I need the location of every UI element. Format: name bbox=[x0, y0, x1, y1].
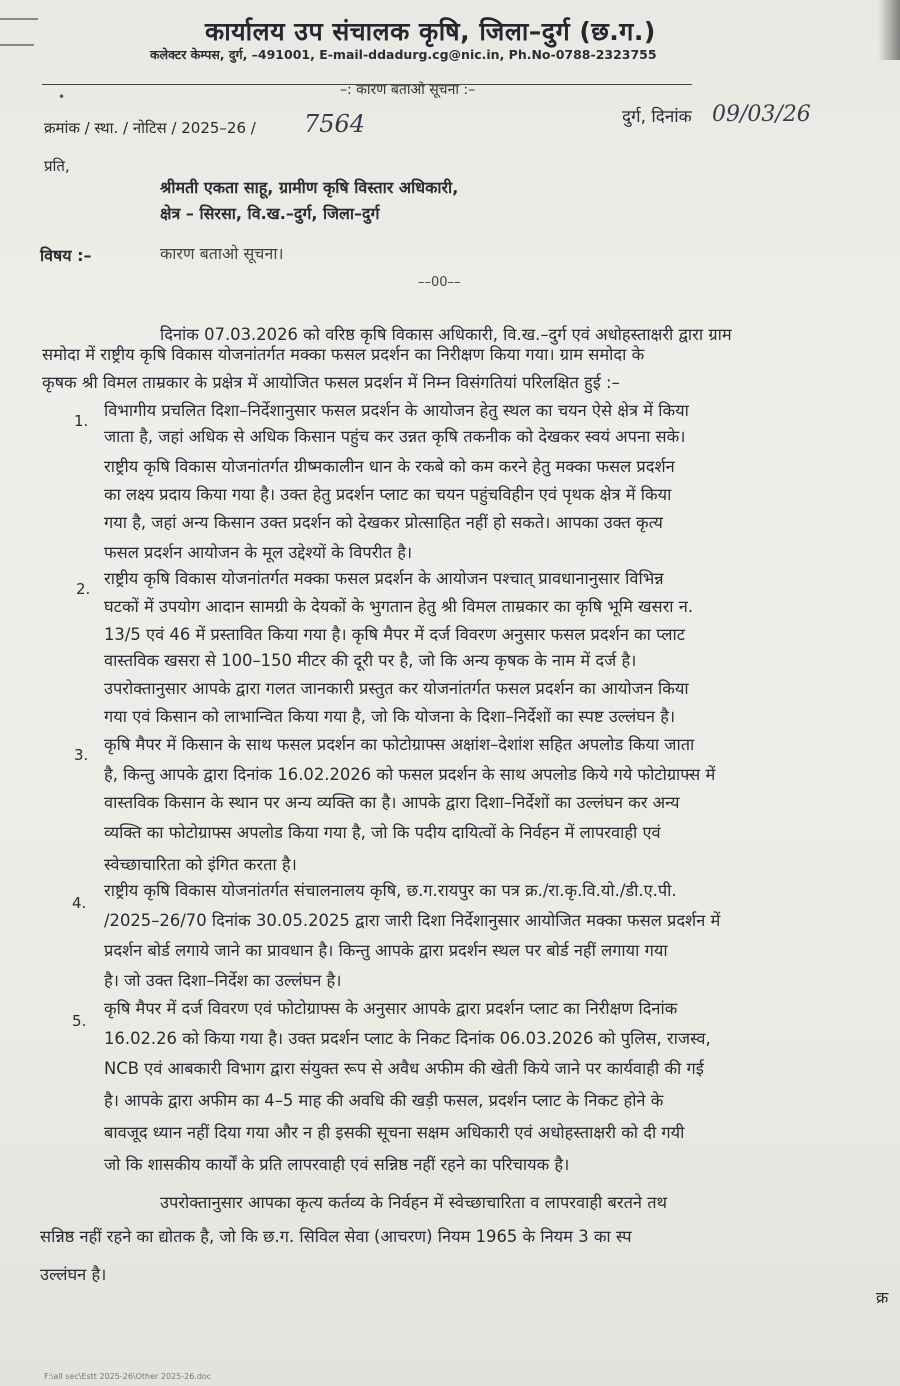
point-line: वास्तविक किसान के स्थान पर अन्य व्यक्ति का है। आपके द्वारा दिशा–निर्देशों का उल्लंघन कर अन्य bbox=[104, 793, 680, 812]
point-number: 4. bbox=[72, 894, 87, 912]
point-line: फसल प्रदर्शन आयोजन के मूल उद्देश्यों के विपरीत है। bbox=[104, 543, 413, 562]
point-line: राष्ट्रीय कृषि विकास योजनांतर्गत संचालनालय कृषि, छ.ग.रायपुर का पत्र क्र./रा.कृ.वि.यो./डी.ए.पी. bbox=[104, 881, 677, 900]
point-line: जाता है, जहां अधिक से अधिक किसान पहुंच कर उन्नत कृषि तकनीक को देखकर स्वयं अपना सके। bbox=[104, 427, 686, 446]
point-line: गया एवं किसान को लाभान्वित किया गया है, जो कि योजना के दिशा–निर्देशों का स्पष्ट उल्लंघन है। bbox=[104, 707, 676, 726]
notice-caption: –: कारण बताओ सूचना :– bbox=[340, 82, 476, 98]
point-line: प्रदर्शन बोर्ड लगाये जाने का प्रावधान है। किन्तु आपके द्वारा प्रदर्शन स्थल पर बोर्ड नहीं लगाया गया bbox=[104, 941, 668, 960]
reference-number: 7564 bbox=[304, 110, 366, 138]
point-line: बावजूद ध्यान नहीं दिया गया और न ही इसकी सूचना सक्षम अधिकारी एवं अधोहस्ताक्षरी को दी गयी bbox=[104, 1123, 685, 1142]
reference-label: क्रमांक / स्था. / नोटिस / 2025–26 / bbox=[44, 119, 256, 137]
point-line: राष्ट्रीय कृषि विकास योजनांतर्गत ग्रीष्मकालीन धान के रकबे को कम करने हेतु मक्का फसल प्रदर्शन bbox=[104, 457, 675, 476]
intro-line: दिनांक 07.03.2026 को वरिष्ठ कृषि विकास अधिकारी, वि.ख.–दुर्ग एवं अधोहस्ताक्षरी द्वारा ग्राम bbox=[160, 325, 732, 344]
point-line: है। आपके द्वारा अफीम का 4–5 माह की अवधि की खड़ी फसल, प्रदर्शन प्लाट के निकट होने के bbox=[104, 1091, 664, 1110]
point-line: जो कि शासकीय कार्यों के प्रति लापरवाही एवं सन्निष्ठ नहीं रहने का परिचायक है। bbox=[104, 1155, 570, 1174]
point-line: कृषि मैपर में दर्ज विवरण एवं फोटोग्राफ्स के अनुसार आपके द्वारा प्रदर्शन प्लाट का निरीक्षण दिनांक bbox=[104, 999, 678, 1018]
bullet-mark: • bbox=[58, 90, 66, 104]
intro-line: समोदा में राष्ट्रीय कृषि विकास योजनांतर्गत मक्का फसल प्रदर्शन का निरीक्षण किया गया। ग्राम समोदा के bbox=[42, 345, 645, 364]
point-line: राष्ट्रीय कृषि विकास योजनांतर्गत मक्का फसल प्रदर्शन के आयोजन पश्चात् प्रावधानानुसार विभिन्न bbox=[104, 569, 664, 588]
office-title: कार्यालय उप संचालक कृषि, जिला–दुर्ग (छ.ग.) bbox=[205, 17, 656, 46]
point-line: /2025–26/70 दिनांक 30.05.2025 द्वारा जारी दिशा निर्देशानुसार आयोजित मक्का फसल प्रदर्शन में bbox=[104, 911, 721, 930]
point-line: है, किन्तु आपके द्वारा दिनांक 16.02.2026 को फसल प्रदर्शन के साथ अपलोड किये गये फोटोग्राफ्स में bbox=[104, 765, 716, 784]
intro-line: कृषक श्री विमल ताम्रकार के प्रक्षेत्र में आयोजित फसल प्रदर्शन में निम्न विसंगतियां परिलक्षित हुई :– bbox=[42, 373, 620, 392]
recipient-line: क्षेत्र – सिरसा, वि.ख.–दुर्ग, जिला–दुर्ग bbox=[160, 204, 380, 223]
point-line: NCB एवं आबकारी विभाग द्वारा संयुक्त रूप से अवैध अफीम की खेती किये जाने पर कार्यवाही की गई bbox=[104, 1059, 704, 1078]
point-line: विभागीय प्रचलित दिशा–निर्देशानुसार फसल प्रदर्शन के आयोजन हेतु स्थल का चयन ऐसे क्षेत्र में किया bbox=[104, 401, 689, 420]
point-number: 5. bbox=[72, 1012, 87, 1030]
point-line: उपरोक्तानुसार आपके द्वारा गलत जानकारी प्रस्तुत कर योजनांतर्गत फसल प्रदर्शन का आयोजन किया bbox=[104, 679, 689, 698]
point-line: वास्तविक खसरा से 100–150 मीटर की दूरी पर है, जो कि अन्य कृषक के नाम में दर्ज है। bbox=[104, 651, 637, 670]
page-edge-shadow bbox=[878, 0, 900, 60]
subject-label: विषय :– bbox=[40, 246, 92, 265]
corner-mark bbox=[0, 18, 38, 20]
to-label: प्रति, bbox=[44, 157, 70, 175]
point-line: 13/5 एवं 46 में प्रस्तावित किया गया है। कृषि मैपर में दर्ज विवरण अनुसार फसल प्रदर्शन का प्लाट bbox=[104, 625, 686, 644]
point-number: 3. bbox=[74, 746, 89, 764]
page-edge-text: क्र bbox=[876, 1288, 889, 1307]
file-path-footer: F:\all sec\Estt 2025-26\Other 2025-26.doc bbox=[44, 1372, 212, 1381]
point-line: गया है, जहां अन्य किसान उक्त प्रदर्शन को देखकर प्रोत्साहित नहीं हो सकते। आपका उक्त कृत्य bbox=[104, 513, 663, 532]
point-line: घटकों में उपयोग आदान सामग्री के देयकों के भुगतान हेतु श्री विमल ताम्रकार का कृषि भूमि खसरा न. bbox=[104, 597, 694, 616]
date-value: 09/03/26 bbox=[712, 102, 811, 127]
closing-line: सन्निष्ठ नहीं रहने का द्योतक है, जो कि छ.ग. सिविल सेवा (आचरण) नियम 1965 के नियम 3 का स्प bbox=[40, 1227, 632, 1246]
point-number: 1. bbox=[74, 412, 89, 430]
date-label: दुर्ग, दिनांक bbox=[622, 107, 692, 127]
point-line: का लक्ष्य प्रदाय किया गया है। उक्त हेतु प्रदर्शन प्लाट का चयन पहुंचविहीन एवं पृथक क्षेत्र में किया bbox=[104, 485, 672, 504]
recipient-line: श्रीमती एकता साहू, ग्रामीण कृषि विस्तार अधिकारी, bbox=[160, 178, 459, 197]
point-number: 2. bbox=[76, 580, 91, 598]
corner-mark bbox=[0, 44, 34, 46]
divider: ––00–– bbox=[418, 275, 461, 290]
point-line: व्यक्ति का फोटोग्राफ्स अपलोड किया गया है, जो कि पदीय दायित्वों के निर्वहन में लापरवाही एवं bbox=[104, 823, 661, 842]
point-line: है। जो उक्त दिशा–निर्देश का उल्लंघन है। bbox=[104, 971, 342, 990]
point-line: स्वेच्छाचारिता को इंगित करता है। bbox=[104, 855, 297, 874]
office-contact: कलेक्टर केम्पस, दुर्ग, –491001, E-mail-ddadurg.cg@nic.in, Ph.No-0788-2323755 bbox=[150, 47, 657, 62]
point-line: 16.02.26 को किया गया है। उक्त प्रदर्शन प्लाट के निकट दिनांक 06.03.2026 को पुलिस, राजस्व, bbox=[104, 1029, 711, 1048]
closing-line: उल्लंघन है। bbox=[40, 1265, 107, 1284]
subject-text: कारण बताओ सूचना। bbox=[160, 244, 284, 263]
closing-line: उपरोक्तानुसार आपका कृत्य कर्तव्य के निर्वहन में स्वेच्छाचारिता व लापरवाही बरतने तथ bbox=[160, 1193, 668, 1212]
point-line: कृषि मैपर में किसान के साथ फसल प्रदर्शन का फोटोग्राफ्स अक्षांश–देशांश सहित अपलोड किया जाता bbox=[104, 735, 695, 754]
